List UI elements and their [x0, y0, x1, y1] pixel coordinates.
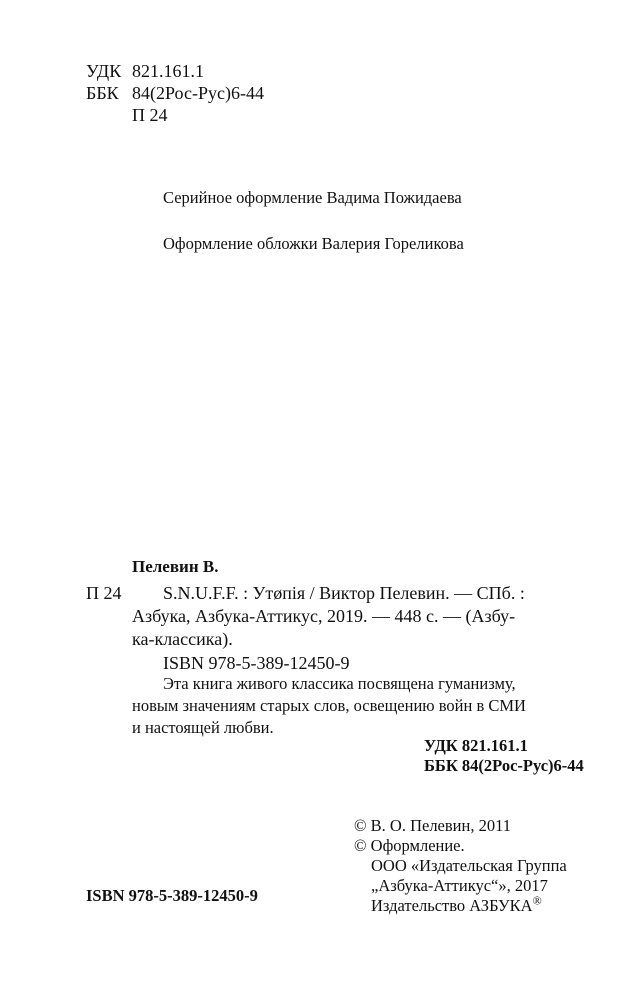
copyright-publisher-2: „Азбука-Аттикус“», 2017 — [371, 876, 548, 895]
cover-design-credit: Оформление обложки Валерия Гореликова — [163, 234, 464, 253]
catalog-udk: УДК 821.161.1 — [424, 736, 528, 755]
series-design-credit: Серийное оформление Вадима Пожидаева — [163, 188, 462, 207]
catalog-mark: П 24 — [86, 583, 122, 603]
udk-label: УДК — [86, 61, 122, 81]
catalog-line-2: Азбука, Азбука-Аттикус, 2019. — 448 с. — (Азбу- — [132, 606, 516, 626]
annotation-line-2: новым значениям старых слов, освещению войн в СМИ — [132, 696, 526, 715]
author-mark-header: П 24 — [132, 105, 168, 125]
bbk-label: ББК — [86, 83, 119, 103]
bbk-value: 84(2Рос-Рус)6-44 — [132, 83, 264, 103]
publisher-name: Издательство АЗБУКА — [371, 896, 533, 915]
copyright-design: © Оформление. — [354, 836, 465, 855]
bbk-code — [86, 82, 264, 104]
catalog-bbk: ББК 84(2Рос-Рус)6-44 — [424, 756, 584, 775]
catalog-isbn: ISBN 978-5-389-12450-9 — [163, 653, 350, 673]
annotation-line-1: Эта книга живого классика посвящена гуманизму, — [163, 674, 516, 693]
copyright-author: © В. О. Пелевин, 2011 — [354, 816, 511, 835]
udk-value: 821.161.1 — [132, 61, 204, 81]
copyright-publisher-1: ООО «Издательская Группа — [371, 856, 567, 875]
bottom-isbn: ISBN 978-5-389-12450-9 — [86, 886, 258, 905]
udk-code — [86, 60, 204, 82]
catalog-line-3: ка-классика). — [132, 629, 233, 649]
registered-trademark-icon: ® — [532, 893, 542, 908]
annotation-line-3: и настоящей любви. — [132, 718, 274, 737]
catalog-author: Пелевин В. — [132, 557, 219, 576]
copyright-publisher-3 — [371, 893, 542, 916]
catalog-line-1: S.N.U.F.F. : Утøпiя / Виктор Пелевин. — СПб. : — [163, 583, 525, 603]
